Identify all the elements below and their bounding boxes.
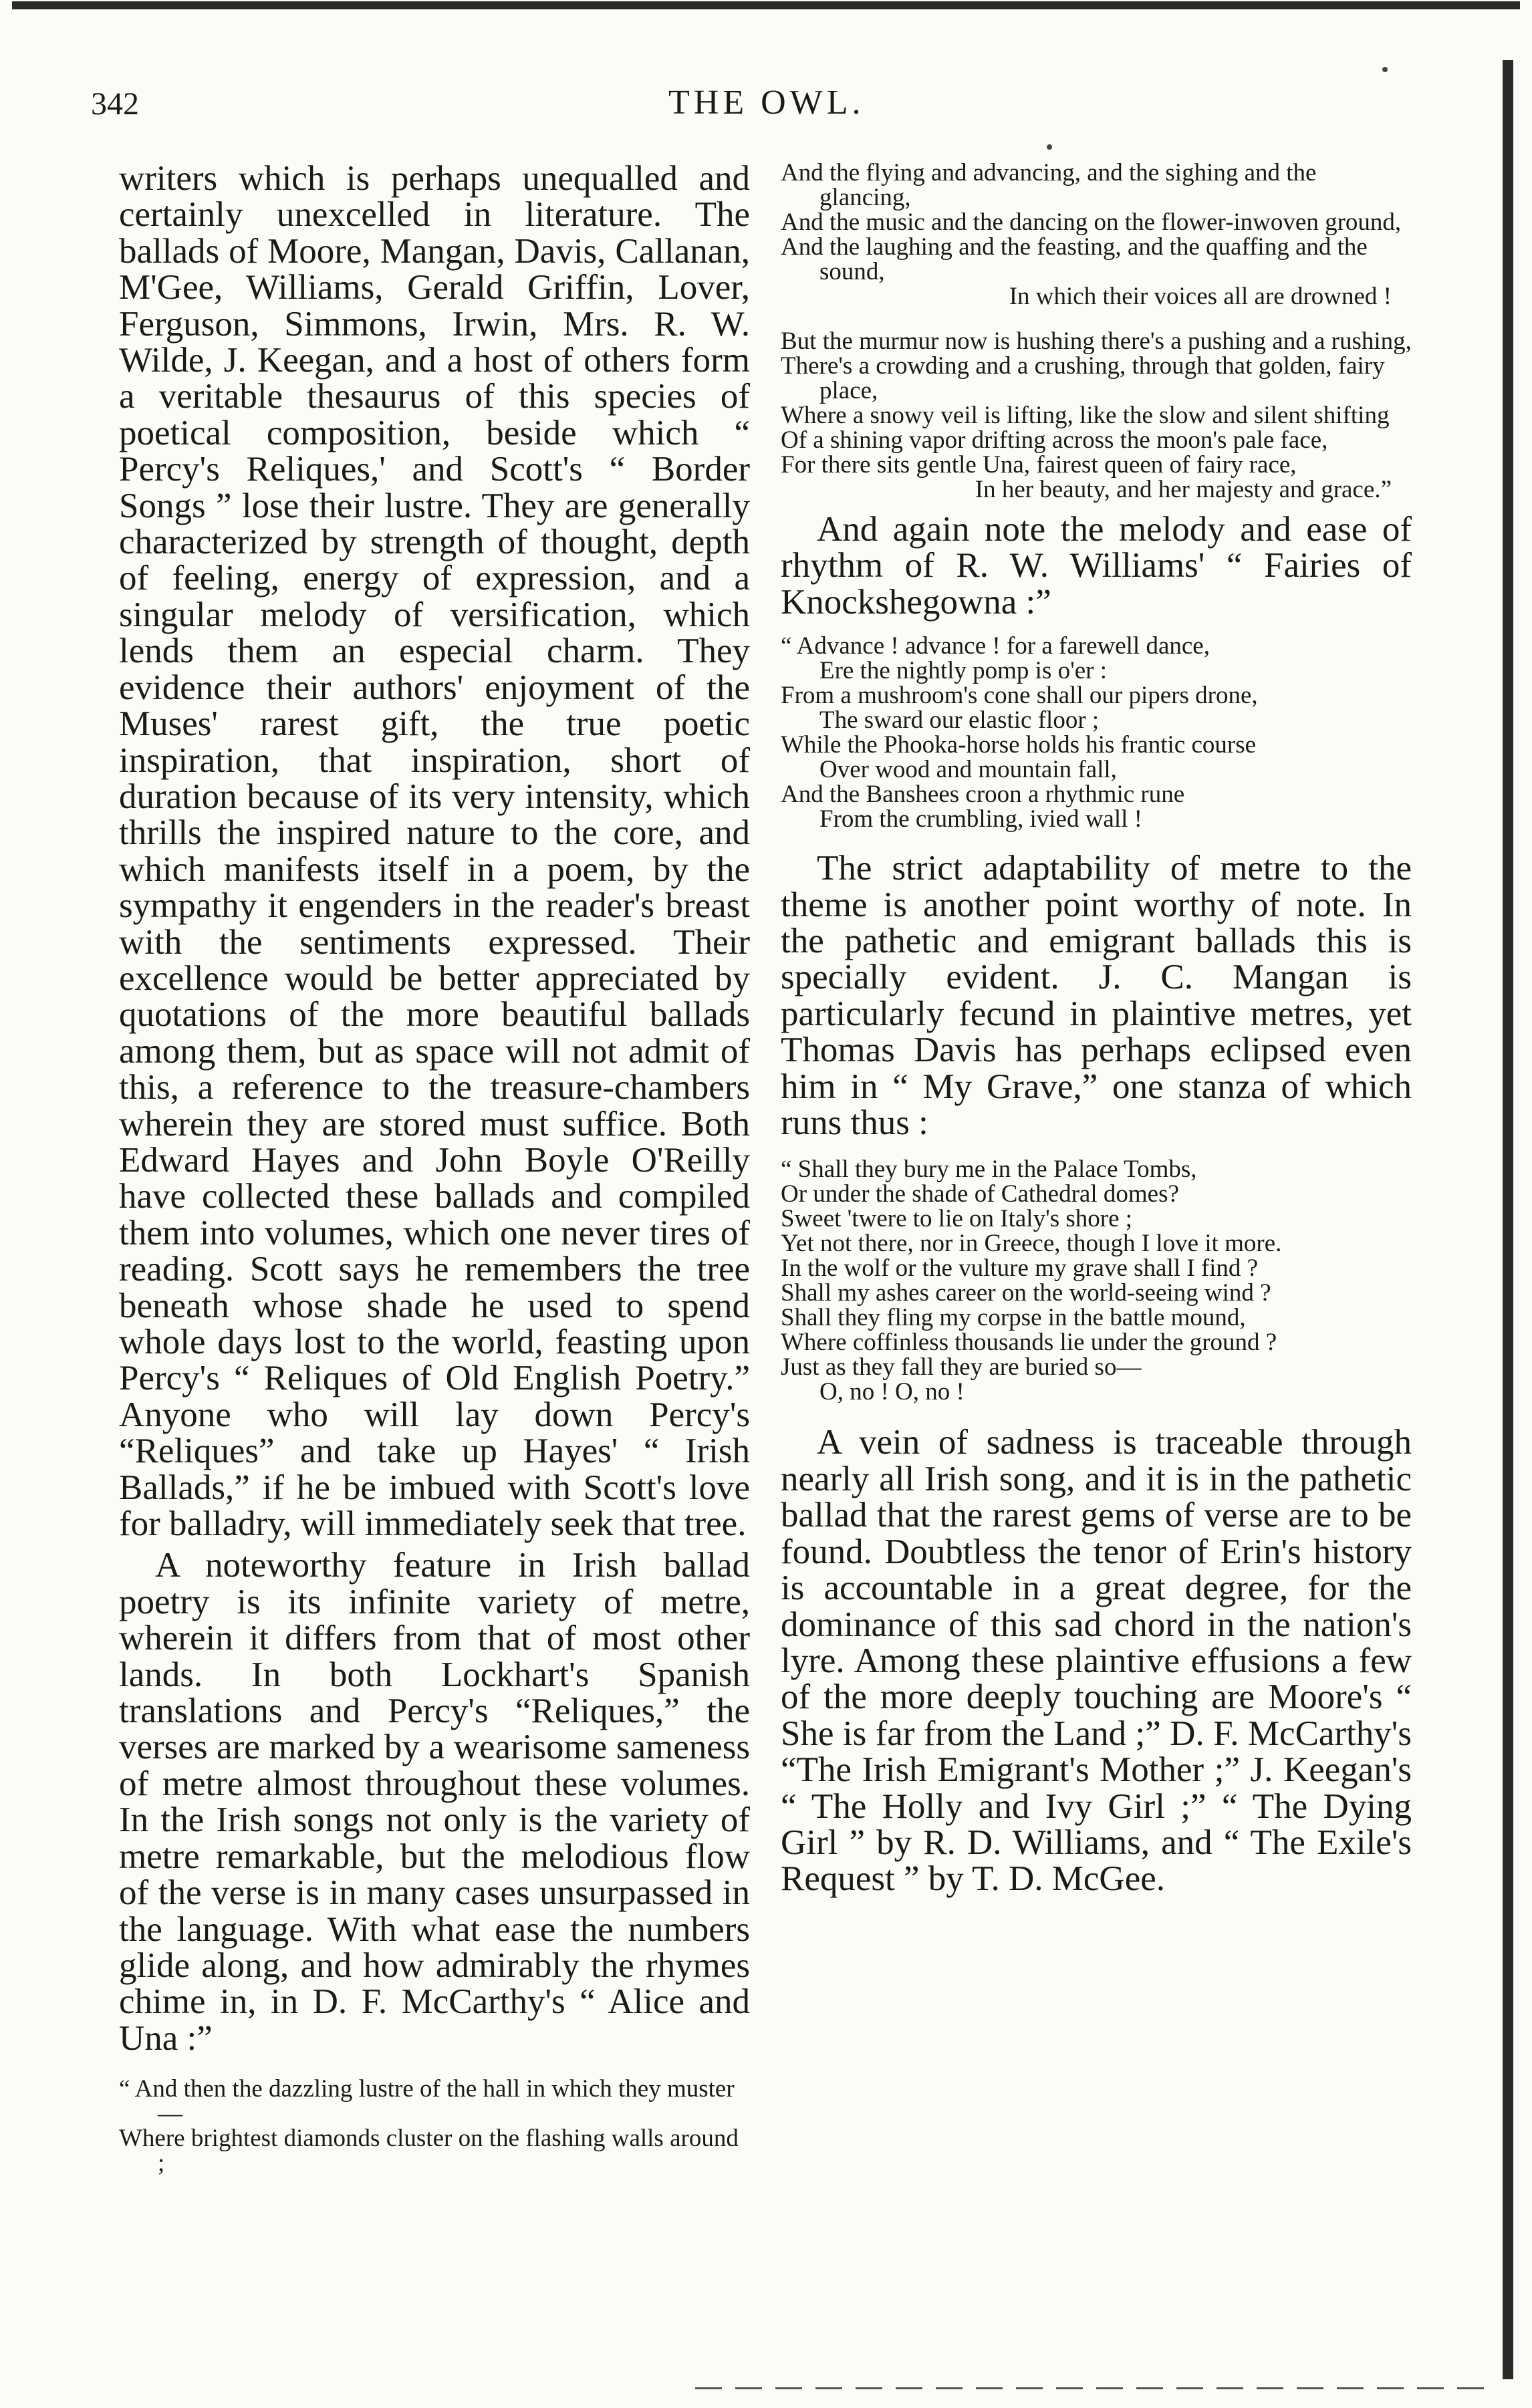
poem-line: O, no ! O, no ! [819,1378,965,1406]
poem-line: Where coffinless thousands lie under the ground ? [781,1329,1277,1357]
poem-line: While the Phooka-horse holds his frantic course [781,731,1257,759]
poem-line: Shall they fling my corpse in the battle mound, [781,1304,1246,1332]
poem-quote [781,160,1412,309]
poem-line: From the crumbling, ivied wall ! [819,805,1142,833]
poem-line: Just as they fall they are buried so— [781,1353,1142,1381]
paragraph: writers which is perhaps unequalled and certainly unexcelled in literature. The ballads of Moore, Mangan, Davis, Callanan, M'Gee, Williams, Gerald Griffin, Lover, Ferguson, Simmons, Irwin, Mrs. R. W. Wilde, J. Keegan, and a host of others form a veritable thesaurus of this species of poetical composition, beside which “ Percy's Reliques,' and Scott's “ Border Songs ” lose their lustre. They are generally characterized by strength of thought, depth of feeling, energy of expression, and a singular melody of versification, which lends them an especial charm. They evidence their authors' enjoyment of the Muses' rarest gift, the true poetic inspiration, that inspiration, short of duration because of its very intensity, which thrills the inspired nature to the core, and which manifests itself in a poem, by the sympathy it engenders in the reader's breast with the sentiments expressed. Their excellence would be better appreciated by quotations of the more beautiful ballads among them, but as space will not admit of this, a reference to the treasure-chambers wherein they are stored must suffice. Both Edward Hayes and John Boyle O'Reilly have collected these ballads and compiled them into volumes, which one never tires of reading. Scott says he remembers the tree beneath whose shade he used to spend whole days lost to the world, feasting upon Percy's “ Reliques of Old English Poetry.” Anyone who will lay down Percy's “Reliques” and take up Hayes' “ Irish Ballads,” if he be imbued with Scott's love for balladry, will immediately seek that tree. [119,159,750,1544]
poem-line: From a mushroom's cone shall our pipers drone, [781,682,1258,710]
ink-speck [1382,67,1388,72]
poem-line: “ And then the dazzling lustre of the hall in which they muster— [119,2075,735,2128]
poem-line: Shall my ashes career on the world-seeing wind ? [781,1279,1271,1307]
paragraph: The strict adaptability of metre to the theme is another point worthy of note. In the pathetic and emigrant ballads this is specially evident. J. C. Mangan is particularly fecund in plaintive metres, yet Thomas Davis has perhaps eclipsed even him in “ My Grave,” one stanza of which runs thus : [781,849,1412,1143]
poem-line: In which their voices all are drowned ! [1009,283,1392,310]
poem-line: In her beauty, and her majesty and grace.” [975,476,1392,503]
poem-line: For there sits gentle Una, fairest queen of fairy race, [781,451,1297,479]
poem-line: And the flying and advancing, and the sighing and the glancing, [781,159,1317,211]
poem-line: Or under the shade of Cathedral domes? [781,1180,1179,1208]
bottom-border-rule [695,2387,1497,2389]
poem-quote [781,329,1412,502]
poem-line: And the music and the dancing on the flower-inwoven ground, [781,209,1402,236]
poem-line: Sweet 'twere to lie on Italy's shore ; [781,1205,1133,1233]
poem-line: “ Shall they bury me in the Palace Tombs, [781,1156,1197,1184]
poem-line: The sward our elastic floor ; [819,706,1100,734]
right-border-rule [1503,60,1513,2379]
poem-quote [781,1157,1412,1404]
poem-quote [119,2077,750,2175]
poem-line: Over wood and mountain fall, [819,756,1117,784]
poem-line: Where a snowy veil is lifting, like the slow and silent shifting [781,402,1390,429]
poem-line: Of a shining vapor drifting across the moon's pale face, [781,426,1328,454]
poem-line: In the wolf or the vulture my grave shall I find ? [781,1254,1259,1283]
poem-line: Where brightest diamonds cluster on the flashing walls around ; [119,2125,739,2177]
poem-line: Yet not there, nor in Greece, though I love it more. [781,1230,1282,1258]
poem-line: “ Advance ! advance ! for a farewell dance, [781,632,1210,660]
poem-line: Ere the nightly pomp is o'er : [819,657,1108,685]
poem-quote [781,634,1412,831]
ink-speck [1047,144,1052,150]
left-column [119,160,750,2175]
page-number: 342 [91,86,139,122]
right-column [781,160,1412,1897]
poem-line: There's a crowding and a crushing, through that golden, fairy place, [781,352,1385,404]
running-head: THE OWL. [668,84,865,122]
top-border-rule [12,1,1520,9]
poem-line: But the murmur now is hushing there's a pushing and a rushing, [781,327,1412,355]
poem-line: And the laughing and the feasting, and the quaffing and the sound, [781,233,1368,285]
paragraph: And again note the melody and ease of rhythm of R. W. Williams' “ Fairies of Knockshegowna :” [781,510,1412,622]
paragraph: A noteworthy feature in Irish ballad poetry is its infinite variety of metre, wherein it differs from that of most other lands. In both Lockhart's Spanish translations and Percy's “Reliques,” the verses are marked by a wearisome sameness of metre almost throughout these volumes. In the Irish songs not only is the variety of metre remarkable, but the melodious flow of the verse is in many cases unsurpassed in the language. With what ease the numbers glide along, and how admirably the rhymes chime in, in D. F. McCarthy's “ Alice and Una :” [119,1546,750,2058]
paragraph: A vein of sadness is traceable through nearly all Irish song, and it is in the pathetic ballad that the rarest gems of verse are to be found. Doubtless the tenor of Erin's history is accountable in a great degree, for the dominance of this sad chord in the nation's lyre. Among these plaintive effusions a few of the more deeply touching are Moore's “ She is far from the Land ;” D. F. McCarthy's “The Irish Emigrant's Mother ;” J. Keegan's “ The Holly and Ivy Girl ;” “ The Dying Girl ” by R. D. Williams, and “ The Exile's Request ” by T. D. McGee. [781,1423,1412,1899]
poem-line: And the Banshees croon a rhythmic rune [781,781,1185,809]
